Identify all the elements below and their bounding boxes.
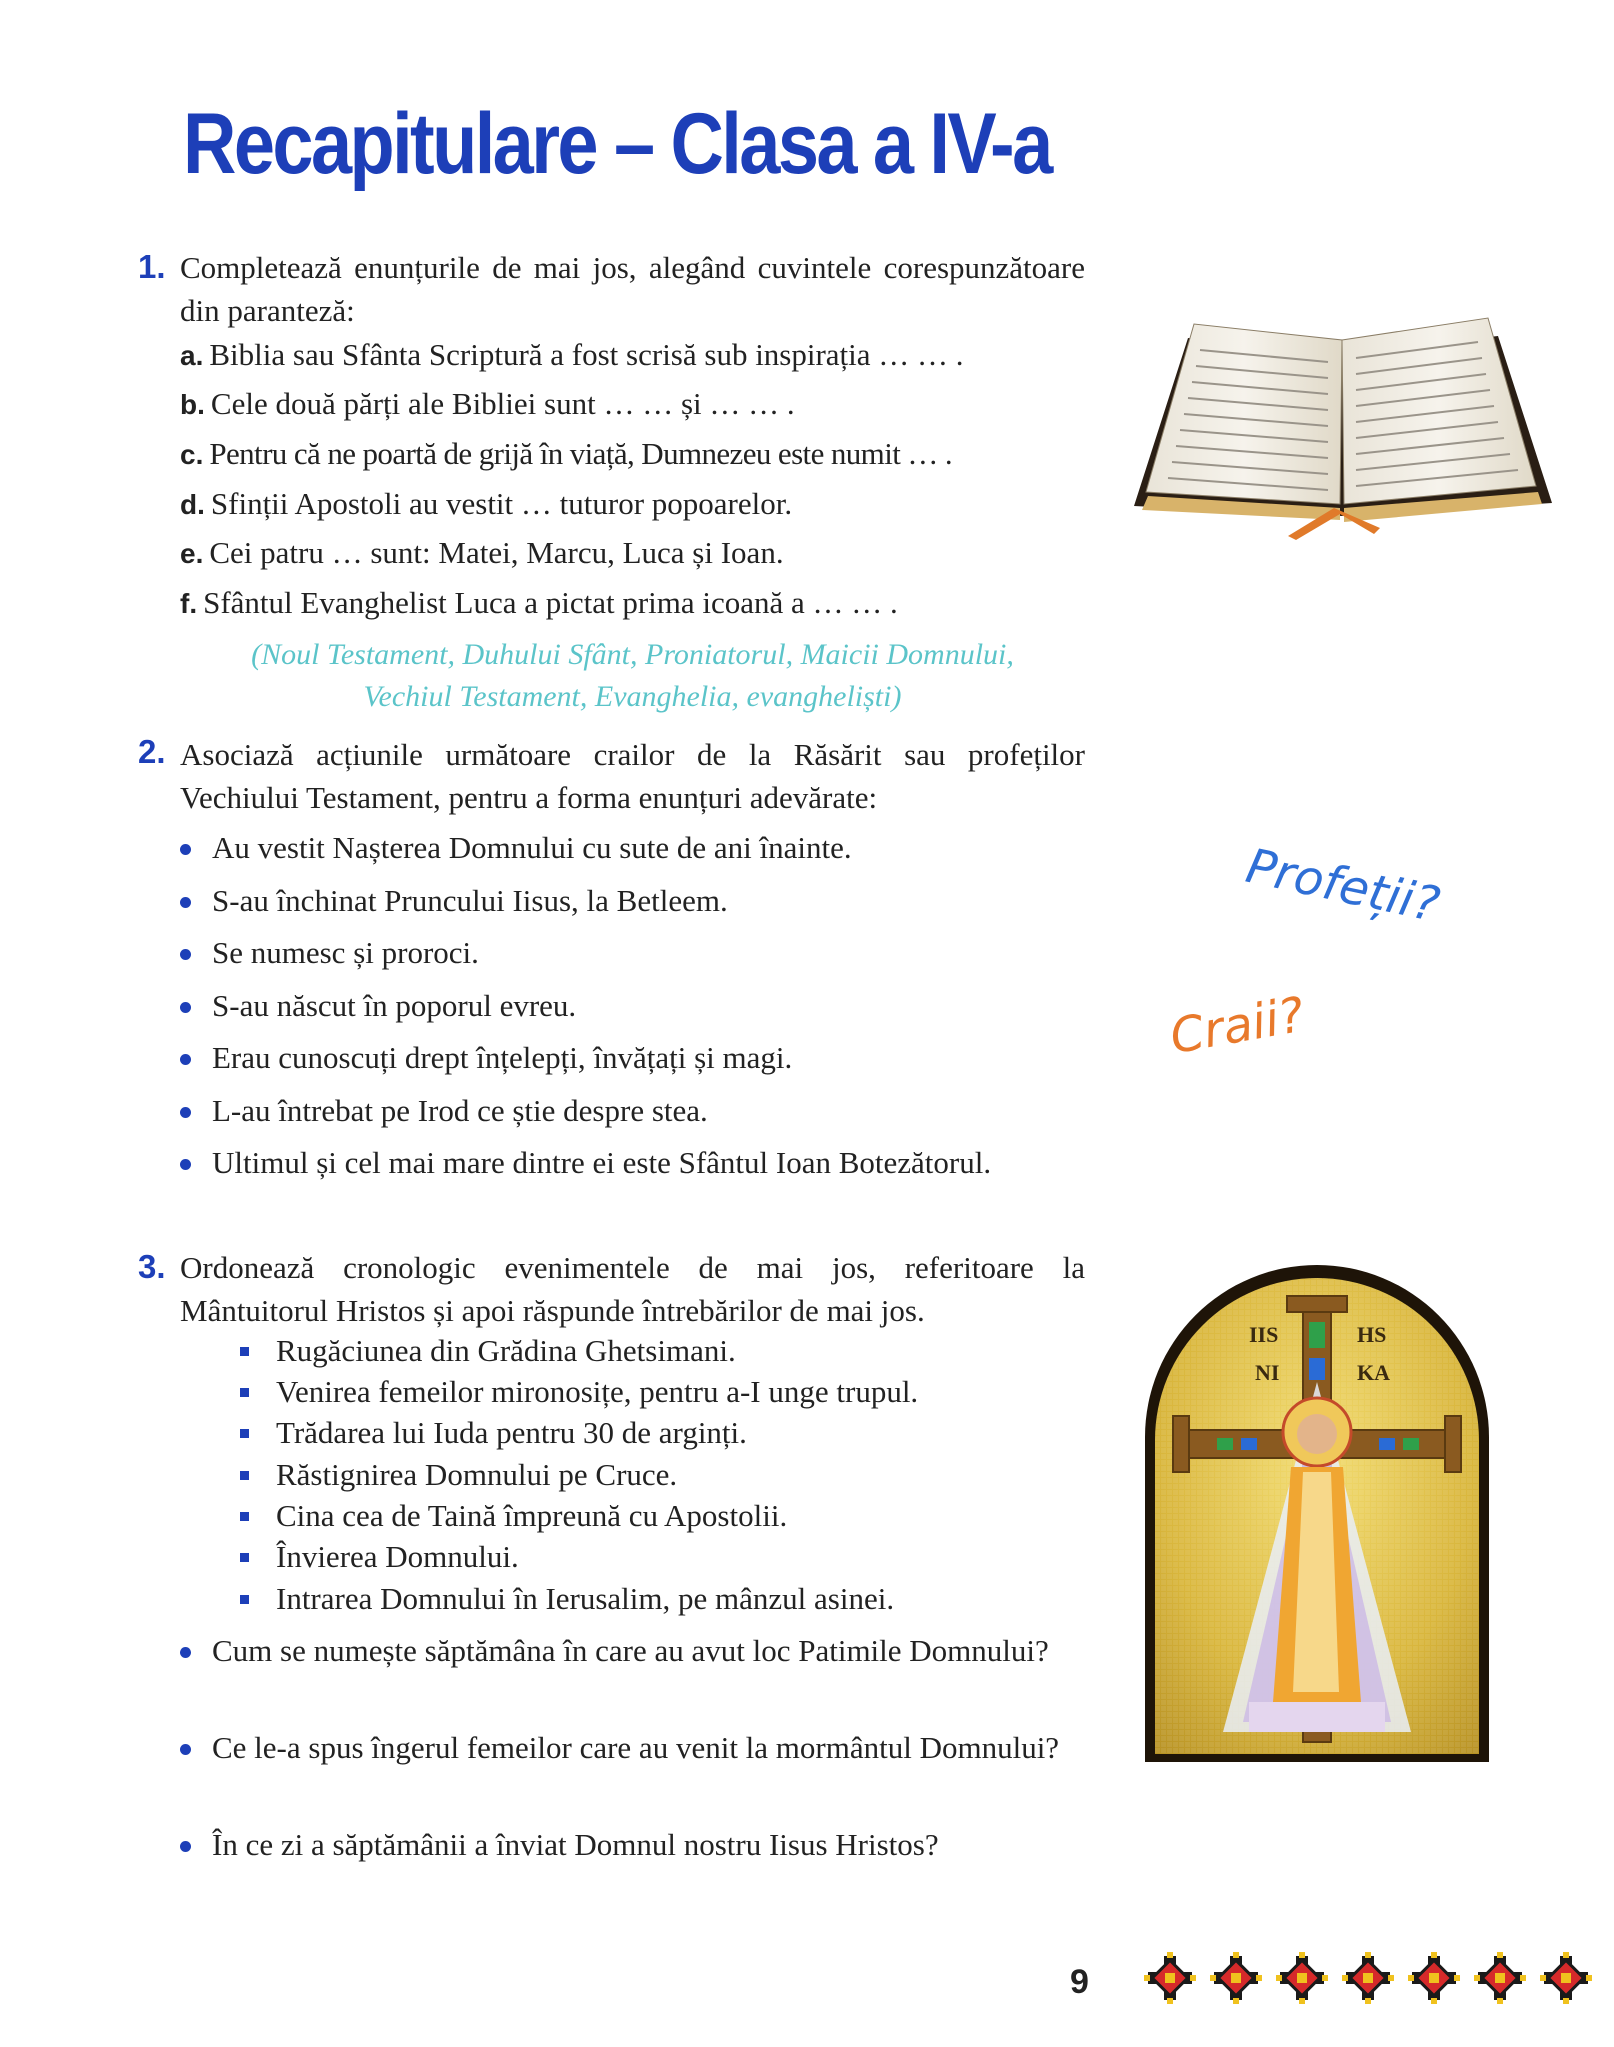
page-number: 9 xyxy=(1070,1963,1089,2001)
exercise-1-item-a: a. Biblia sau Sfânta Scriptură a fost scrisă sub inspirația … … . xyxy=(180,337,964,372)
exercise-1-options-line-1: (Noul Testament, Duhului Sfânt, Proniatorul, Maicii Domnului, xyxy=(251,638,1014,671)
exercise-2-number: 2. xyxy=(138,733,166,770)
exercise-1-options-line-2: Vechiul Testament, Evanghelia, evangheliști) xyxy=(363,680,902,713)
exercise-1-item-c: c. Pentru că ne poartă de grijă în viață, Dumnezeu este numit … . xyxy=(180,436,953,471)
exercise-1-item-b: b. Cele două părți ale Bibliei sunt … … și … … . xyxy=(180,386,795,421)
exercise-1-item-f: f. Sfântul Evanghelist Luca a pictat prima icoană a … … . xyxy=(180,585,898,620)
svg-text:HS: HS xyxy=(1357,1322,1387,1347)
folk-ornament-border xyxy=(1140,1948,1614,2008)
side-label-craii: Craii? xyxy=(1166,986,1309,1066)
exercise-1-item-d: d. Sfinții Apostoli au vestit … tuturor popoarelor. xyxy=(180,486,793,521)
svg-text:IIS: IIS xyxy=(1249,1322,1279,1347)
exercise-3-intro: Ordonează cronologic evenimentele de mai jos, referitoare la Mântuitorul Hristos și apoi răspunde întrebărilor de mai jos. xyxy=(180,1250,1085,1328)
exercise-3-number: 3. xyxy=(138,1248,166,1285)
open-bible-image xyxy=(1128,278,1556,540)
exercise-1-intro: Completează enunțurile de mai jos, alegând cuvintele corespunzătoare din paranteză: xyxy=(180,250,1085,328)
svg-text:NI: NI xyxy=(1255,1360,1280,1385)
side-label-profetii: Profeții? xyxy=(1241,838,1445,934)
exercise-1-number: 1. xyxy=(138,248,166,285)
page-title: Recapitulare – Clasa a IV-a xyxy=(183,96,1051,192)
exercise-1-item-e: e. Cei patru … sunt: Matei, Marcu, Luca și Ioan. xyxy=(180,535,784,570)
svg-text:KA: KA xyxy=(1357,1360,1390,1385)
resurrection-icon-image xyxy=(1143,1262,1491,1764)
exercise-2-intro: Asociază acțiunile următoare crailor de la Răsărit sau profeților Vechiului Testament, pentru a forma enunțuri adevărate: xyxy=(180,737,1085,815)
